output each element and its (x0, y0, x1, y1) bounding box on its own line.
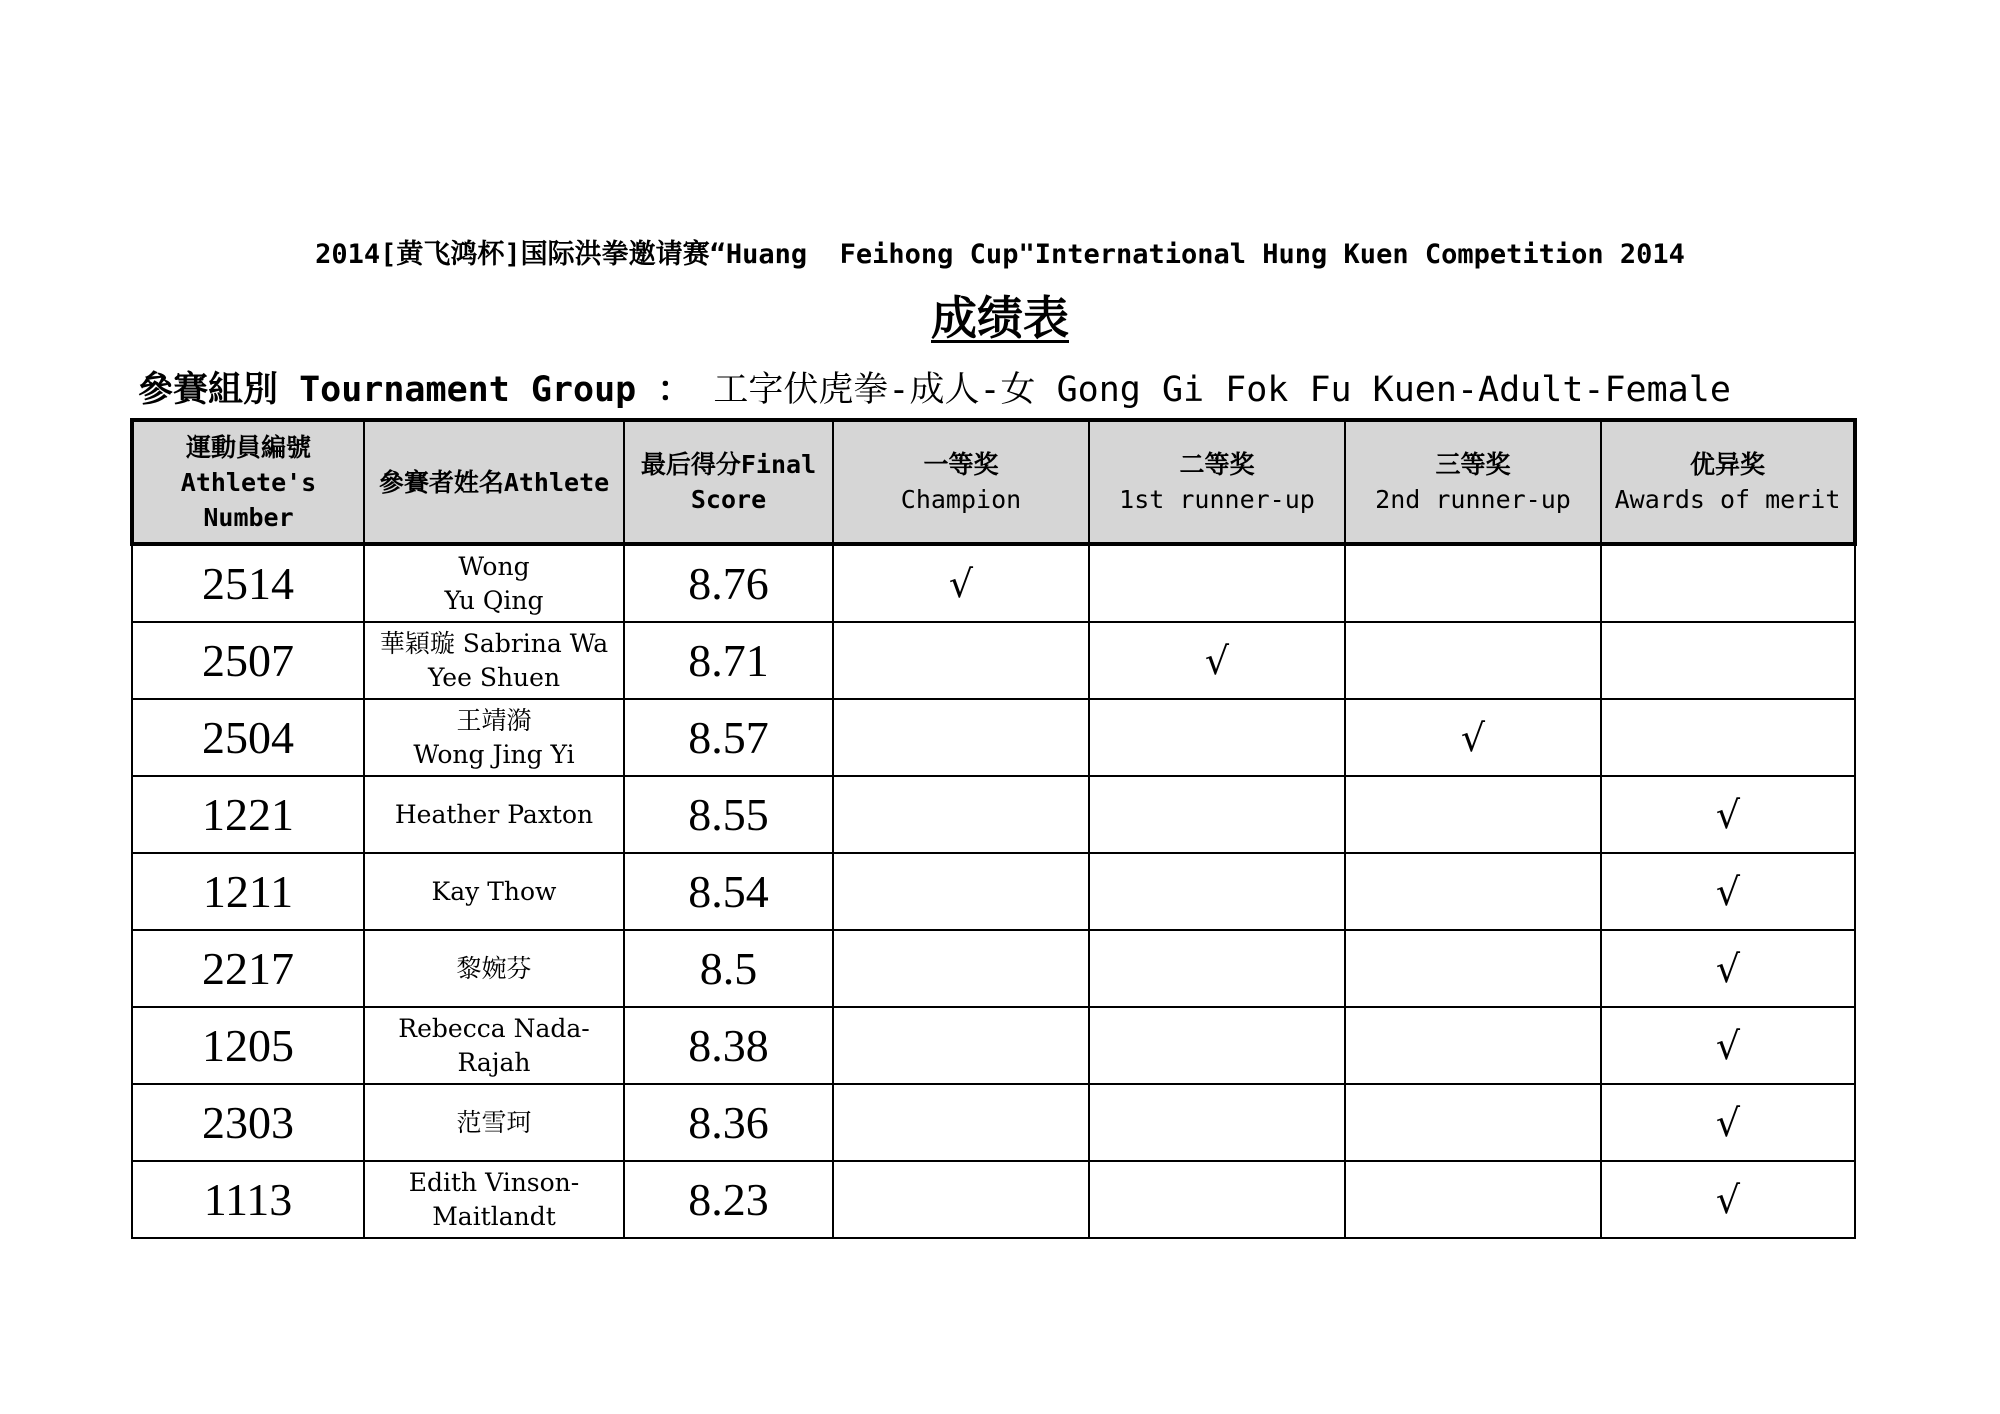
final-score-cell: 8.23 (624, 1161, 833, 1238)
athlete-name-line: Edith Vinson- (408, 1167, 580, 1197)
results-table-header (132, 420, 1855, 544)
runner-up-1-cell (1089, 1161, 1345, 1238)
champion-cell (833, 776, 1089, 853)
runner-up-1-cell (1089, 544, 1345, 622)
merit-cell (1601, 622, 1855, 699)
athlete-number-cell: 1113 (132, 1161, 364, 1238)
competition-title: 2014[黄飞鸿杯]国际洪拳邀请赛“Huang Feihong Cup"International Hung Kuen Competition 2014 (315, 239, 1685, 270)
results-table-body (132, 544, 1855, 1238)
table-row (132, 622, 1855, 699)
athlete-name-line: Wong Jing Yi (413, 739, 575, 769)
final-score-cell: 8.54 (624, 853, 833, 930)
merit-cell (1601, 699, 1855, 776)
header-text: Awards of merit (1614, 485, 1841, 514)
header-text: 運動員編號 (185, 432, 311, 462)
header-champion (833, 420, 1089, 544)
runner-up-1-cell (1089, 699, 1345, 776)
merit-cell: √ (1601, 1084, 1855, 1161)
athlete-name-cell (364, 544, 624, 622)
header-2nd-runner-up (1345, 420, 1601, 544)
champion-cell (833, 1161, 1089, 1238)
athlete-name-cell (364, 1007, 624, 1084)
tournament-group-value: 工字伏虎拳-成人-女 Gong Gi Fok Fu Kuen-Adult-Female (713, 370, 1731, 410)
runner-up-2-cell (1345, 622, 1601, 699)
champion-cell: √ (833, 544, 1089, 622)
athlete-name-line: 王靖漪 (456, 705, 532, 735)
athlete-name-cell (364, 1161, 624, 1238)
table-row (132, 699, 1855, 776)
runner-up-1-cell: √ (1089, 622, 1345, 699)
athlete-number-cell: 2504 (132, 699, 364, 776)
merit-cell: √ (1601, 776, 1855, 853)
header-final-score (624, 420, 833, 544)
champion-cell (833, 930, 1089, 1007)
athlete-name-cell (364, 1084, 624, 1161)
athlete-name-cell (364, 699, 624, 776)
athlete-name-cell (364, 622, 624, 699)
athlete-number-cell: 2303 (132, 1084, 364, 1161)
results-subtitle (0, 282, 2000, 348)
table-row (132, 544, 1855, 622)
merit-cell: √ (1601, 1161, 1855, 1238)
champion-cell (833, 1084, 1089, 1161)
runner-up-2-cell (1345, 776, 1601, 853)
champion-cell (833, 1007, 1089, 1084)
runner-up-1-cell (1089, 1084, 1345, 1161)
runner-up-1-cell (1089, 853, 1345, 930)
header-text: 1st runner-up (1119, 485, 1315, 514)
final-score-cell: 8.36 (624, 1084, 833, 1161)
athlete-name-line: 華穎璇 Sabrina Wa (379, 628, 609, 658)
header-text: 參賽者姓名Athlete (378, 467, 610, 497)
header-text: 三等奖 (1435, 450, 1511, 479)
athlete-name-line: Rebecca Nada-Rajah (398, 1013, 590, 1077)
final-score-cell: 8.76 (624, 544, 833, 622)
athlete-name-line: 范雪珂 (456, 1107, 532, 1137)
runner-up-2-cell (1345, 853, 1601, 930)
athlete-name-cell (364, 853, 624, 930)
athlete-name-line: Yu Qing (444, 585, 544, 615)
runner-up-1-cell (1089, 930, 1345, 1007)
header-text: Champion (900, 485, 1022, 514)
header-text: 2nd runner-up (1375, 485, 1571, 514)
merit-cell (1601, 544, 1855, 622)
table-row (132, 853, 1855, 930)
athlete-number-cell: 1211 (132, 853, 364, 930)
runner-up-2-cell (1345, 930, 1601, 1007)
final-score-cell: 8.38 (624, 1007, 833, 1084)
final-score-cell: 8.55 (624, 776, 833, 853)
merit-cell: √ (1601, 1007, 1855, 1084)
runner-up-2-cell (1345, 1007, 1601, 1084)
champion-cell (833, 853, 1089, 930)
final-score-cell: 8.5 (624, 930, 833, 1007)
athlete-number-cell: 1221 (132, 776, 364, 853)
header-text: 优异奖 (1689, 450, 1765, 479)
header-row (132, 420, 1855, 544)
table-row (132, 1161, 1855, 1238)
header-athlete-name (364, 420, 624, 544)
champion-cell (833, 699, 1089, 776)
merit-cell: √ (1601, 930, 1855, 1007)
header-text: Score (690, 485, 767, 514)
runner-up-1-cell (1089, 776, 1345, 853)
runner-up-2-cell (1345, 1084, 1601, 1161)
athlete-number-cell: 2514 (132, 544, 364, 622)
header-awards-of-merit (1601, 420, 1855, 544)
tournament-group-line (138, 362, 1731, 412)
athlete-name-cell (364, 776, 624, 853)
athlete-name-cell (364, 930, 624, 1007)
runner-up-2-cell (1345, 544, 1601, 622)
tournament-group-label: 參賽組別 Tournament Group ： (138, 370, 693, 410)
header-1st-runner-up (1089, 420, 1345, 544)
athlete-name-line: Maitlandt (432, 1201, 556, 1231)
athlete-name-line: Kay Thow (431, 876, 557, 906)
athlete-name-line: Wong (458, 551, 530, 581)
athlete-name-line: Heather Paxton (394, 799, 594, 829)
champion-cell (833, 622, 1089, 699)
table-row (132, 1007, 1855, 1084)
header-text: 二等奖 (1179, 450, 1255, 479)
table-row (132, 1084, 1855, 1161)
final-score-cell: 8.57 (624, 699, 833, 776)
header-text: Number (203, 502, 294, 532)
athlete-name-line: Yee Shuen (427, 662, 561, 692)
athlete-name-line: 黎婉芬 (456, 953, 532, 983)
athlete-number-cell: 2217 (132, 930, 364, 1007)
athlete-number-cell: 1205 (132, 1007, 364, 1084)
table-row (132, 776, 1855, 853)
table-row (132, 930, 1855, 1007)
header-text: Athlete's (180, 467, 317, 497)
header-text: 最后得分Final (640, 450, 817, 479)
results-table (130, 418, 1857, 1239)
header-text: 一等奖 (923, 450, 999, 479)
merit-cell: √ (1601, 853, 1855, 930)
athlete-number-cell: 2507 (132, 622, 364, 699)
runner-up-2-cell: √ (1345, 699, 1601, 776)
header-athlete-number (132, 420, 364, 544)
runner-up-2-cell (1345, 1161, 1601, 1238)
results-subtitle-text: 成绩表 (931, 291, 1069, 345)
runner-up-1-cell (1089, 1007, 1345, 1084)
final-score-cell: 8.71 (624, 622, 833, 699)
